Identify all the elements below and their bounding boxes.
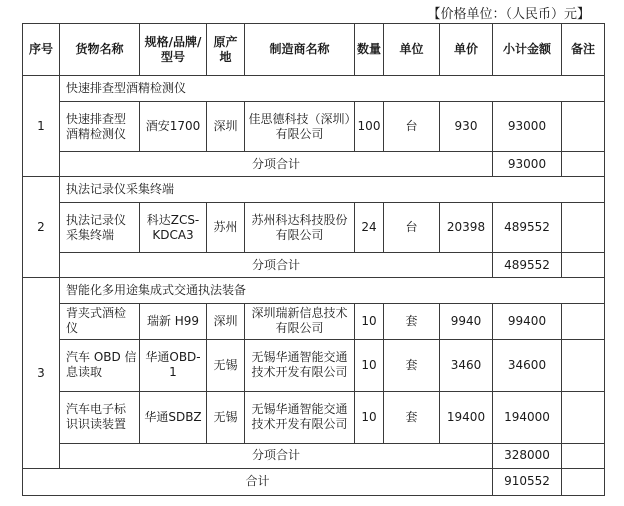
item-origin: 无锡 <box>207 391 245 443</box>
item-qty: 10 <box>355 339 384 391</box>
item-row <box>23 339 605 391</box>
item-unit: 台 <box>384 102 440 152</box>
item-remark <box>562 102 605 152</box>
item-row <box>23 102 605 152</box>
item-remark <box>562 304 605 339</box>
item-remark <box>562 339 605 391</box>
item-unit: 套 <box>384 391 440 443</box>
item-unit: 台 <box>384 203 440 253</box>
item-price: 3460 <box>440 339 493 391</box>
item-spec: 华通SDBZ <box>140 391 207 443</box>
item-origin: 苏州 <box>207 203 245 253</box>
subtotal-label: 分项合计 <box>60 152 493 177</box>
subtotal-label: 分项合计 <box>60 443 493 468</box>
category-row <box>23 76 605 102</box>
header-unit: 单位 <box>384 24 440 76</box>
item-qty: 10 <box>355 304 384 339</box>
item-row <box>23 203 605 253</box>
item-subtotal: 34600 <box>493 339 562 391</box>
item-subtotal: 99400 <box>493 304 562 339</box>
item-origin: 深圳 <box>207 102 245 152</box>
group-seq: 1 <box>23 76 60 177</box>
item-qty: 24 <box>355 203 384 253</box>
item-origin: 深圳 <box>207 304 245 339</box>
subtotal-remark <box>562 443 605 468</box>
item-spec: 华通OBD-1 <box>140 339 207 391</box>
item-subtotal: 194000 <box>493 391 562 443</box>
total-value: 910552 <box>493 468 562 495</box>
item-spec: 科达ZCS-KDCA3 <box>140 203 207 253</box>
subtotal-value: 328000 <box>493 443 562 468</box>
subtotal-remark <box>562 152 605 177</box>
header-row <box>23 24 605 76</box>
item-subtotal: 489552 <box>493 203 562 253</box>
item-name: 执法记录仪采集终端 <box>60 203 140 253</box>
subtotal-remark <box>562 253 605 278</box>
item-spec: 酒安1700 <box>140 102 207 152</box>
subtotal-row <box>23 152 605 177</box>
subtotal-row <box>23 253 605 278</box>
header-remark: 备注 <box>562 24 605 76</box>
category-row <box>23 177 605 203</box>
item-unit: 套 <box>384 339 440 391</box>
group-seq: 2 <box>23 177 60 278</box>
category-title: 执法记录仪采集终端 <box>60 177 605 203</box>
item-row <box>23 391 605 443</box>
item-maker: 无锡华通智能交通技术开发有限公司 <box>245 391 355 443</box>
item-maker: 佳思德科技（深圳）有限公司 <box>245 102 355 152</box>
item-price: 19400 <box>440 391 493 443</box>
item-spec: 瑞新 H99 <box>140 304 207 339</box>
header-spec: 规格/品牌/型号 <box>140 24 207 76</box>
item-maker: 深圳瑞新信息技术有限公司 <box>245 304 355 339</box>
subtotal-value: 489552 <box>493 253 562 278</box>
group-seq: 3 <box>23 278 60 469</box>
item-price: 20398 <box>440 203 493 253</box>
item-price: 9940 <box>440 304 493 339</box>
item-name: 快速排查型酒精检测仪 <box>60 102 140 152</box>
item-origin: 无锡 <box>207 339 245 391</box>
item-row <box>23 304 605 339</box>
category-row <box>23 278 605 304</box>
header-price: 单价 <box>440 24 493 76</box>
item-qty: 100 <box>355 102 384 152</box>
item-qty: 10 <box>355 391 384 443</box>
header-origin: 原产地 <box>207 24 245 76</box>
total-row <box>23 468 605 495</box>
header-subtotal: 小计金额 <box>493 24 562 76</box>
total-label: 合计 <box>23 468 493 495</box>
item-price: 930 <box>440 102 493 152</box>
header-qty: 数量 <box>355 24 384 76</box>
total-remark <box>562 468 605 495</box>
price-unit-note: 【价格单位：（人民币）元】 <box>427 7 590 22</box>
item-maker: 苏州科达科技股份有限公司 <box>245 203 355 253</box>
subtotal-value: 93000 <box>493 152 562 177</box>
item-unit: 套 <box>384 304 440 339</box>
header-seq: 序号 <box>23 24 60 76</box>
item-remark <box>562 203 605 253</box>
item-remark <box>562 391 605 443</box>
header-name: 货物名称 <box>60 24 140 76</box>
item-name: 汽车电子标识识读装置 <box>60 391 140 443</box>
item-name: 汽车 OBD 信息读取 <box>60 339 140 391</box>
subtotal-row <box>23 443 605 468</box>
price-table <box>22 23 605 496</box>
category-title: 快速排查型酒精检测仪 <box>60 76 605 102</box>
header-maker: 制造商名称 <box>245 24 355 76</box>
item-maker: 无锡华通智能交通技术开发有限公司 <box>245 339 355 391</box>
item-name: 背夹式酒检仪 <box>60 304 140 339</box>
subtotal-label: 分项合计 <box>60 253 493 278</box>
item-subtotal: 93000 <box>493 102 562 152</box>
category-title: 智能化多用途集成式交通执法装备 <box>60 278 605 304</box>
